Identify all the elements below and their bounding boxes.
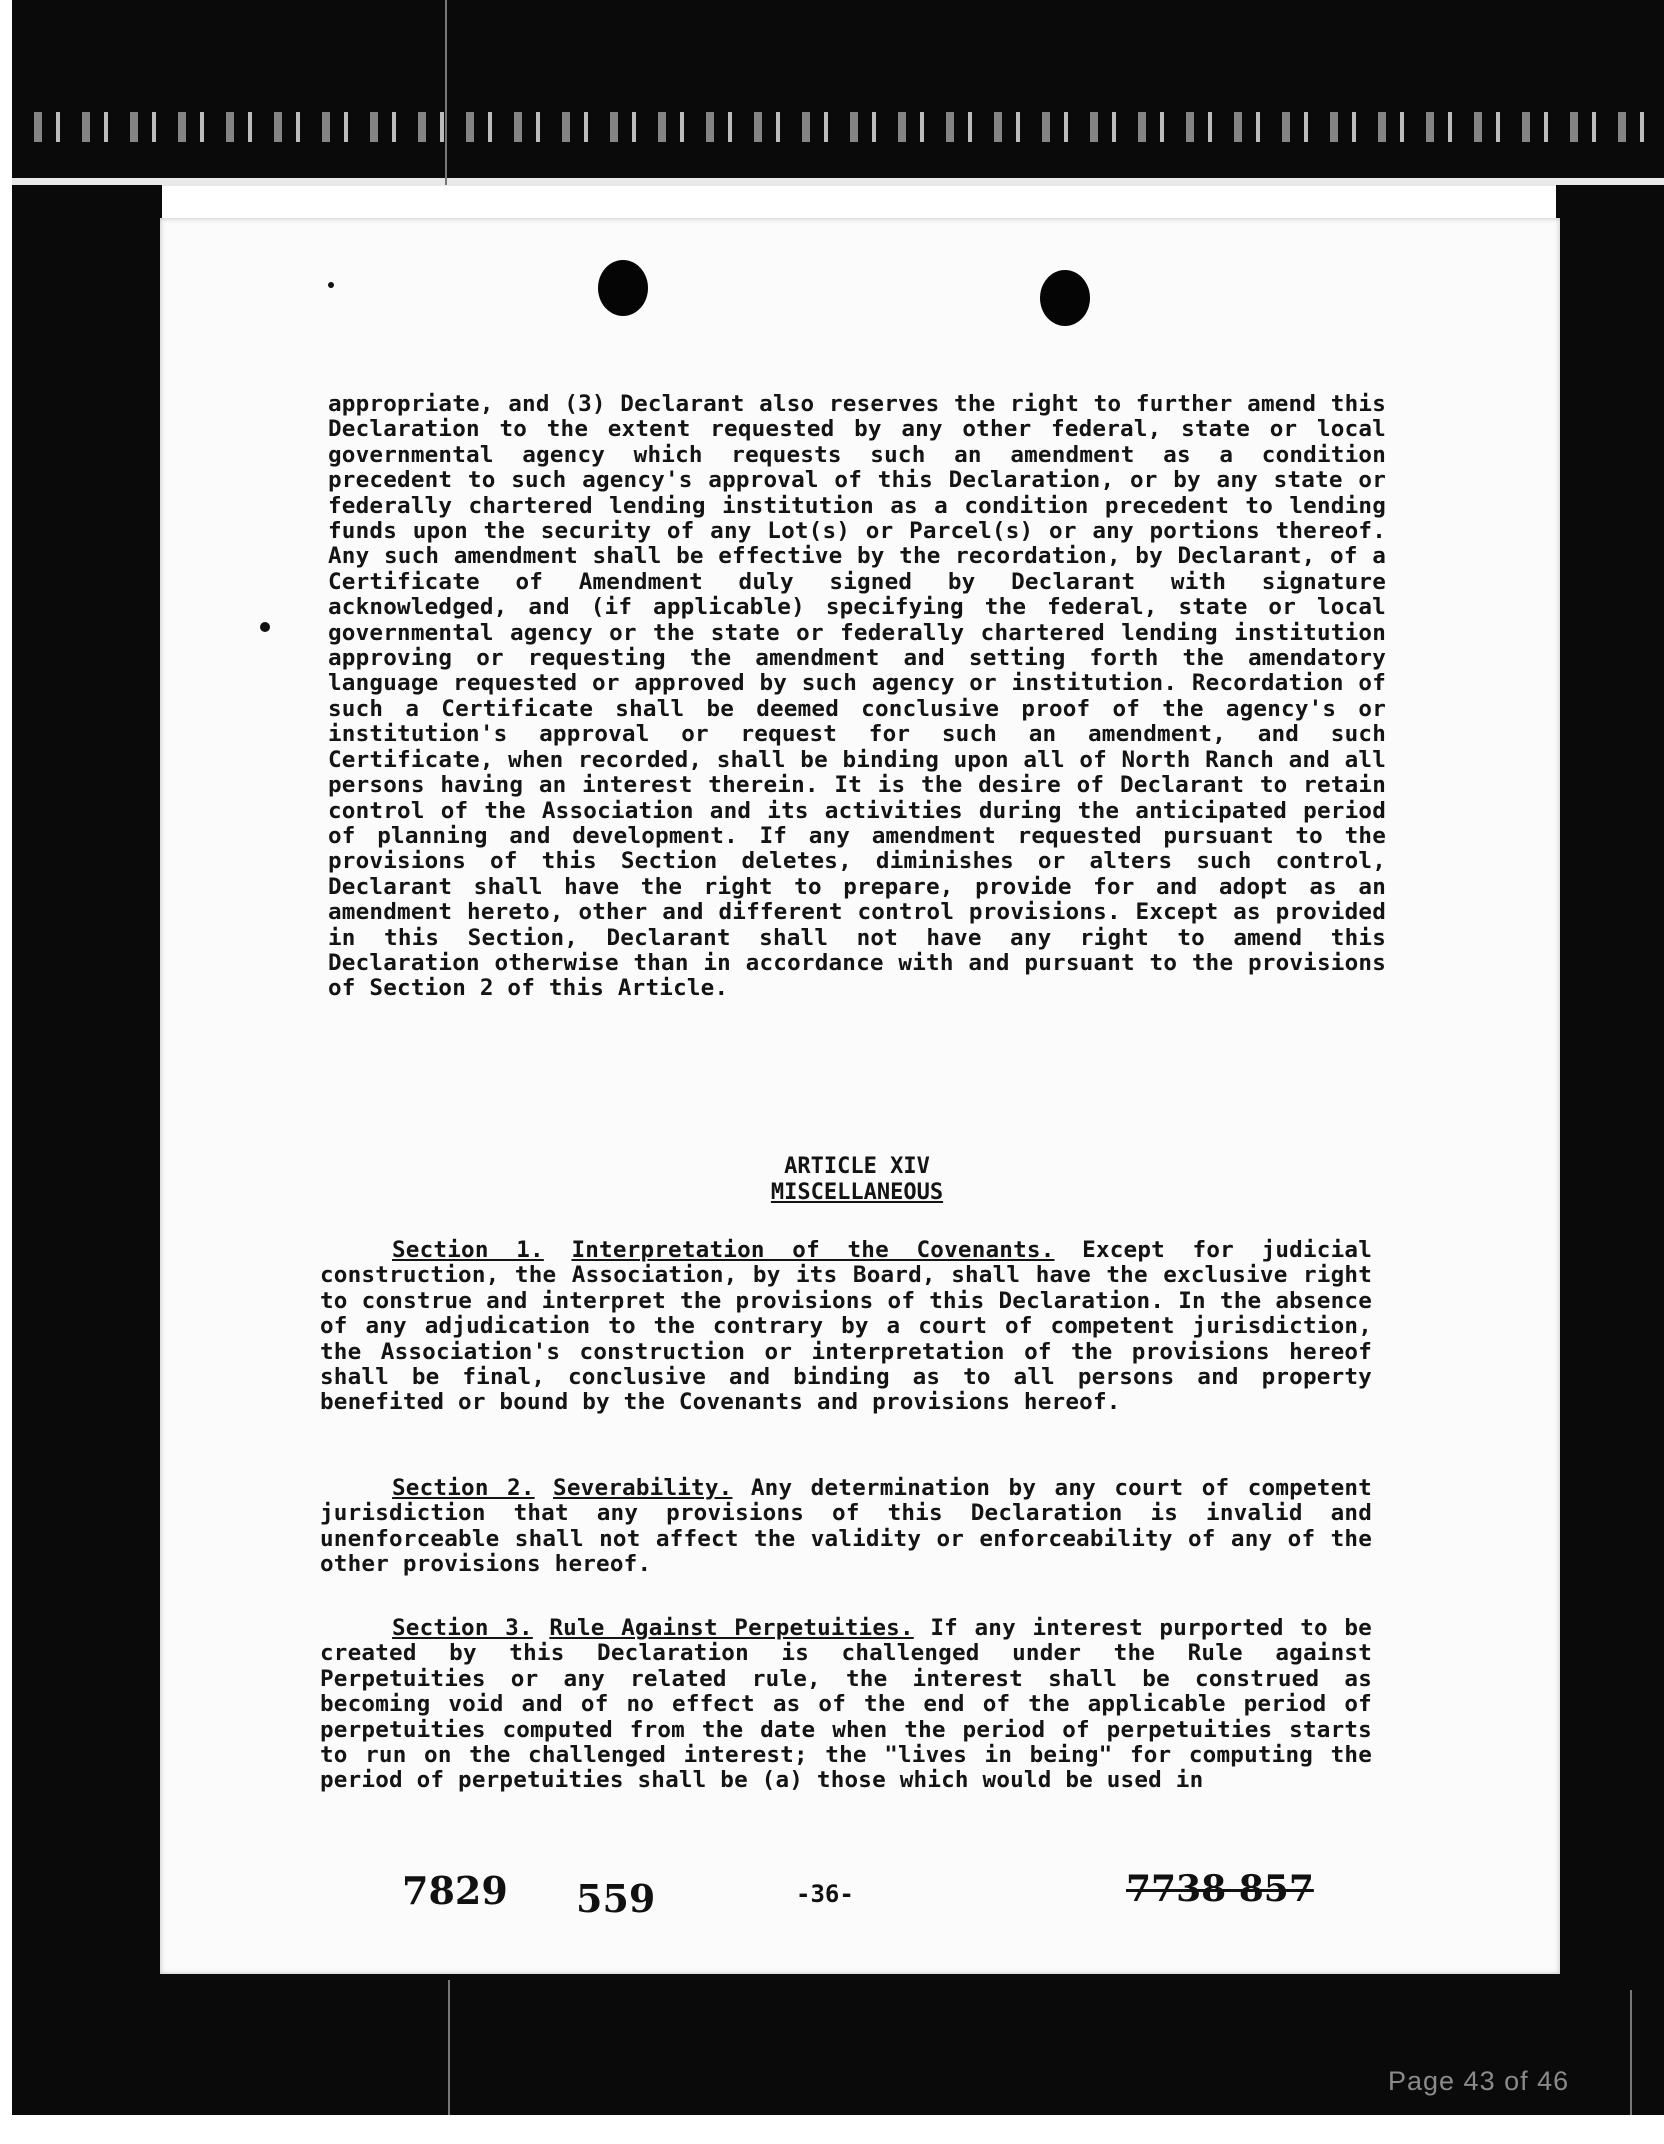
scan-line — [445, 0, 447, 185]
scan-line — [448, 1980, 450, 2115]
section-2-paragraph — [320, 1476, 1372, 1578]
page-number: 559 — [576, 1876, 656, 1921]
section-1-title: Interpretation of the Covenants. — [571, 1237, 1055, 1263]
book-number: 7829 — [402, 1868, 508, 1913]
section-1-paragraph — [320, 1238, 1372, 1416]
section-1-label: Section 1. — [392, 1237, 544, 1263]
section-2-text: Any determination by any court of competent jurisdiction that any provisions of this Declaration is invalid and unenforceable shall not affect the validity or enforceability of any of the other provisions hereof. — [320, 1475, 1372, 1578]
article-heading — [328, 1154, 1386, 1206]
section-2-label: Section 2. — [392, 1475, 535, 1501]
article-title: MISCELLANEOUS — [770, 1180, 944, 1205]
page-counter: Page 43 of 46 — [1388, 2066, 1570, 2096]
scan-speck — [260, 622, 270, 632]
scan-strip — [12, 178, 1664, 186]
article-number: ARTICLE XIV — [784, 1154, 930, 1179]
scan-speck — [328, 282, 334, 288]
continued-paragraph: appropriate, and (3) Declarant also reserves the right to further amend this Declaration to the extent requested by any other federal, state or local governmental agency which requests such an amendment as a condition precedent to such agency's approval of this Declaration, or by any state or federally chartered lending institution as a condition precedent to lending funds upon the security of any Lot(s) or Parcel(s) or any portions thereof. Any such amendment shall be effective by the recordation, by Declarant, of a Certificate of Amendment duly signed by Declarant with signature acknowledged, and (if applicable) specifying the federal, state or local governmental agency or the state or federally chartered lending institution approving or requesting the amendment and setting forth the amendatory language requested or approved by such agency or institution. Recordation of such a Certificate shall be deemed conclusive proof of the agency's or institution's approval or request for such an amendment, and such Certificate, when recorded, shall be binding upon all of North Ranch and all persons having an interest therein. It is the desire of Declarant to retain control of the Association and its activities during the anticipated period of planning and development. If any amendment requested pursuant to the provisions of this Section deletes, diminishes or alters such control, Declarant shall have the right to prepare, provide for and adopt as an amendment hereto, other and different control provisions. Except as provided in this Section, Declarant shall not have any right to amend this Declaration otherwise than in accordance with and pursuant to the provisions of Section 2 of this Article. — [328, 391, 1386, 1002]
section-1-text: Except for judicial construction, the Association, by its Board, shall have the exclusive right to construe and interpret the provisions of this Declaration. In the absence of any adjudication to the contrary by a court of competent jurisdiction, the Association's construction or interpretation of the provisions hereof shall be final, conclusive and binding as to all persons and property benefited or bound by the Covenants and provisions hereof. — [320, 1237, 1372, 1416]
punch-hole — [1040, 270, 1090, 326]
scan-right-border — [1556, 185, 1664, 2115]
section-2-title: Severability. — [553, 1475, 733, 1501]
section-3-paragraph — [320, 1616, 1372, 1794]
section-3-label: Section 3. — [392, 1615, 533, 1641]
page-label: -36- — [796, 1880, 854, 1908]
struck-reference: 7738 857 — [1126, 1868, 1314, 1910]
punch-hole — [598, 260, 648, 316]
scan-noise-band — [12, 112, 1664, 142]
section-3-text: If any interest purported to be created by this Declaration is challenged under the Rule against Perpetuities or any related rule, the interest shall be construed as becoming void and of no effect as of the end of the applicable period of perpetuities computed from the date when the period of perpetuities starts to run on the challenged interest; the "lives in being" for computing the period of perpetuities shall be (a) those which would be used in — [320, 1615, 1372, 1794]
scan-left-border — [12, 185, 162, 2115]
section-3-title: Rule Against Perpetuities. — [549, 1615, 914, 1641]
scan-line — [1630, 1990, 1632, 2115]
scan-top-border — [12, 0, 1664, 185]
